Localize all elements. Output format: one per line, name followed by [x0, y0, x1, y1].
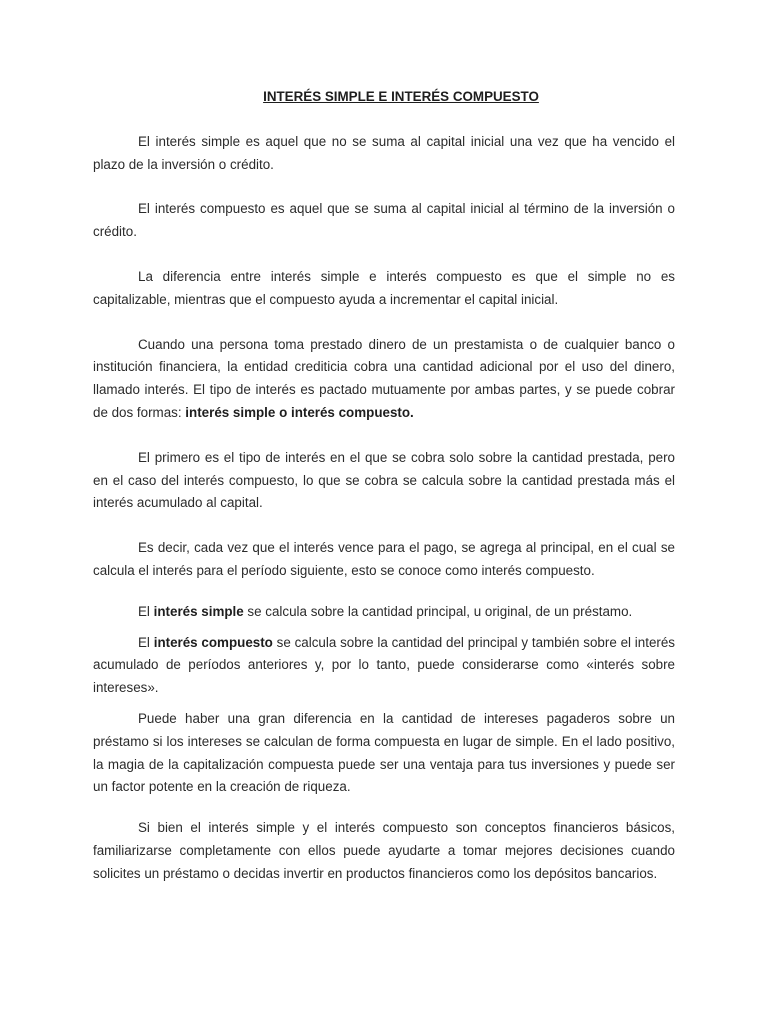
paragraph-borrowing — [93, 334, 675, 425]
paragraph-difference: La diferencia entre interés simple e interés compuesto es que el simple no es capitalizable, mientras que el compuesto ayuda a incrementar el capital inicial. — [93, 268, 675, 307]
paragraph-difference-amount: Puede haber una gran diferencia en la cantidad de intereses pagaderos sobre un préstamo si los intereses se calculan de forma compuesta en lugar de simple. En el lado positivo, la magia de la capitalización compuesta puede ser una ventaja para tus inversiones y puede ser un factor potente en la creación de riqueza. — [93, 710, 675, 795]
paragraph-in-other-words: Es decir, cada vez que el interés vence para el pago, se agrega al principal, en el cual se calcula el interés para el período siguiente, esto se conoce como interés compuesto. — [93, 540, 675, 578]
paragraph-compound-interest-calc — [93, 632, 675, 700]
paragraph-borrowing-text: Cuando una persona toma prestado dinero de un prestamista o de cualquier banco o institución financiera, la entidad crediticia cobra una cantidad adicional por el uso del dinero, llamado interés. El tipo de interés es pactado mutuamente por ambas partes, y se puede cobrar de dos formas: — [93, 336, 675, 420]
paragraph-simple-pre: El — [138, 603, 154, 619]
paragraph-borrowing-bold: interés simple o interés compuesto. — [185, 404, 414, 420]
paragraph-conclusion: Si bien el interés simple y el interés compuesto son conceptos financieros básicos, familiarizarse completamente con ellos puede ayudarte a tomar mejores decisiones cuando solicites un préstamo o decidas invertir en productos financieros como los depósitos bancarios. — [93, 820, 675, 881]
document-title: INTERÉS SIMPLE E INTERÉS COMPUESTO — [263, 89, 539, 104]
paragraph-compound-interest-definition: El interés compuesto es aquel que se suma al capital inicial al término de la inversión o crédito. — [93, 201, 675, 240]
paragraph-simple-post: se calcula sobre la cantidad principal, u original, de un préstamo. — [243, 603, 633, 619]
paragraph-simple-bold: interés simple — [153, 603, 244, 619]
paragraph-simple-interest-calc — [93, 601, 675, 624]
paragraph-compound-pre: El — [138, 634, 154, 650]
paragraph-first-type: El primero es el tipo de interés en el que se cobra solo sobre la cantidad prestada, pero en el caso del interés compuesto, lo que se cobra se calcula sobre la cantidad prestada más el interés acumulado al capital. — [93, 449, 675, 511]
paragraph-compound-post: se calcula sobre la cantidad del principal y también sobre el interés acumulado de períodos anteriores y, por lo tanto, puede considerarse como «interés sobre intereses». — [93, 634, 675, 696]
paragraph-compound-bold: interés compuesto — [153, 634, 273, 650]
document-body — [93, 86, 675, 886]
paragraph-simple-interest-definition: El interés simple es aquel que no se suma al capital inicial una vez que ha vencido el plazo de la inversión o crédito. — [93, 133, 675, 172]
